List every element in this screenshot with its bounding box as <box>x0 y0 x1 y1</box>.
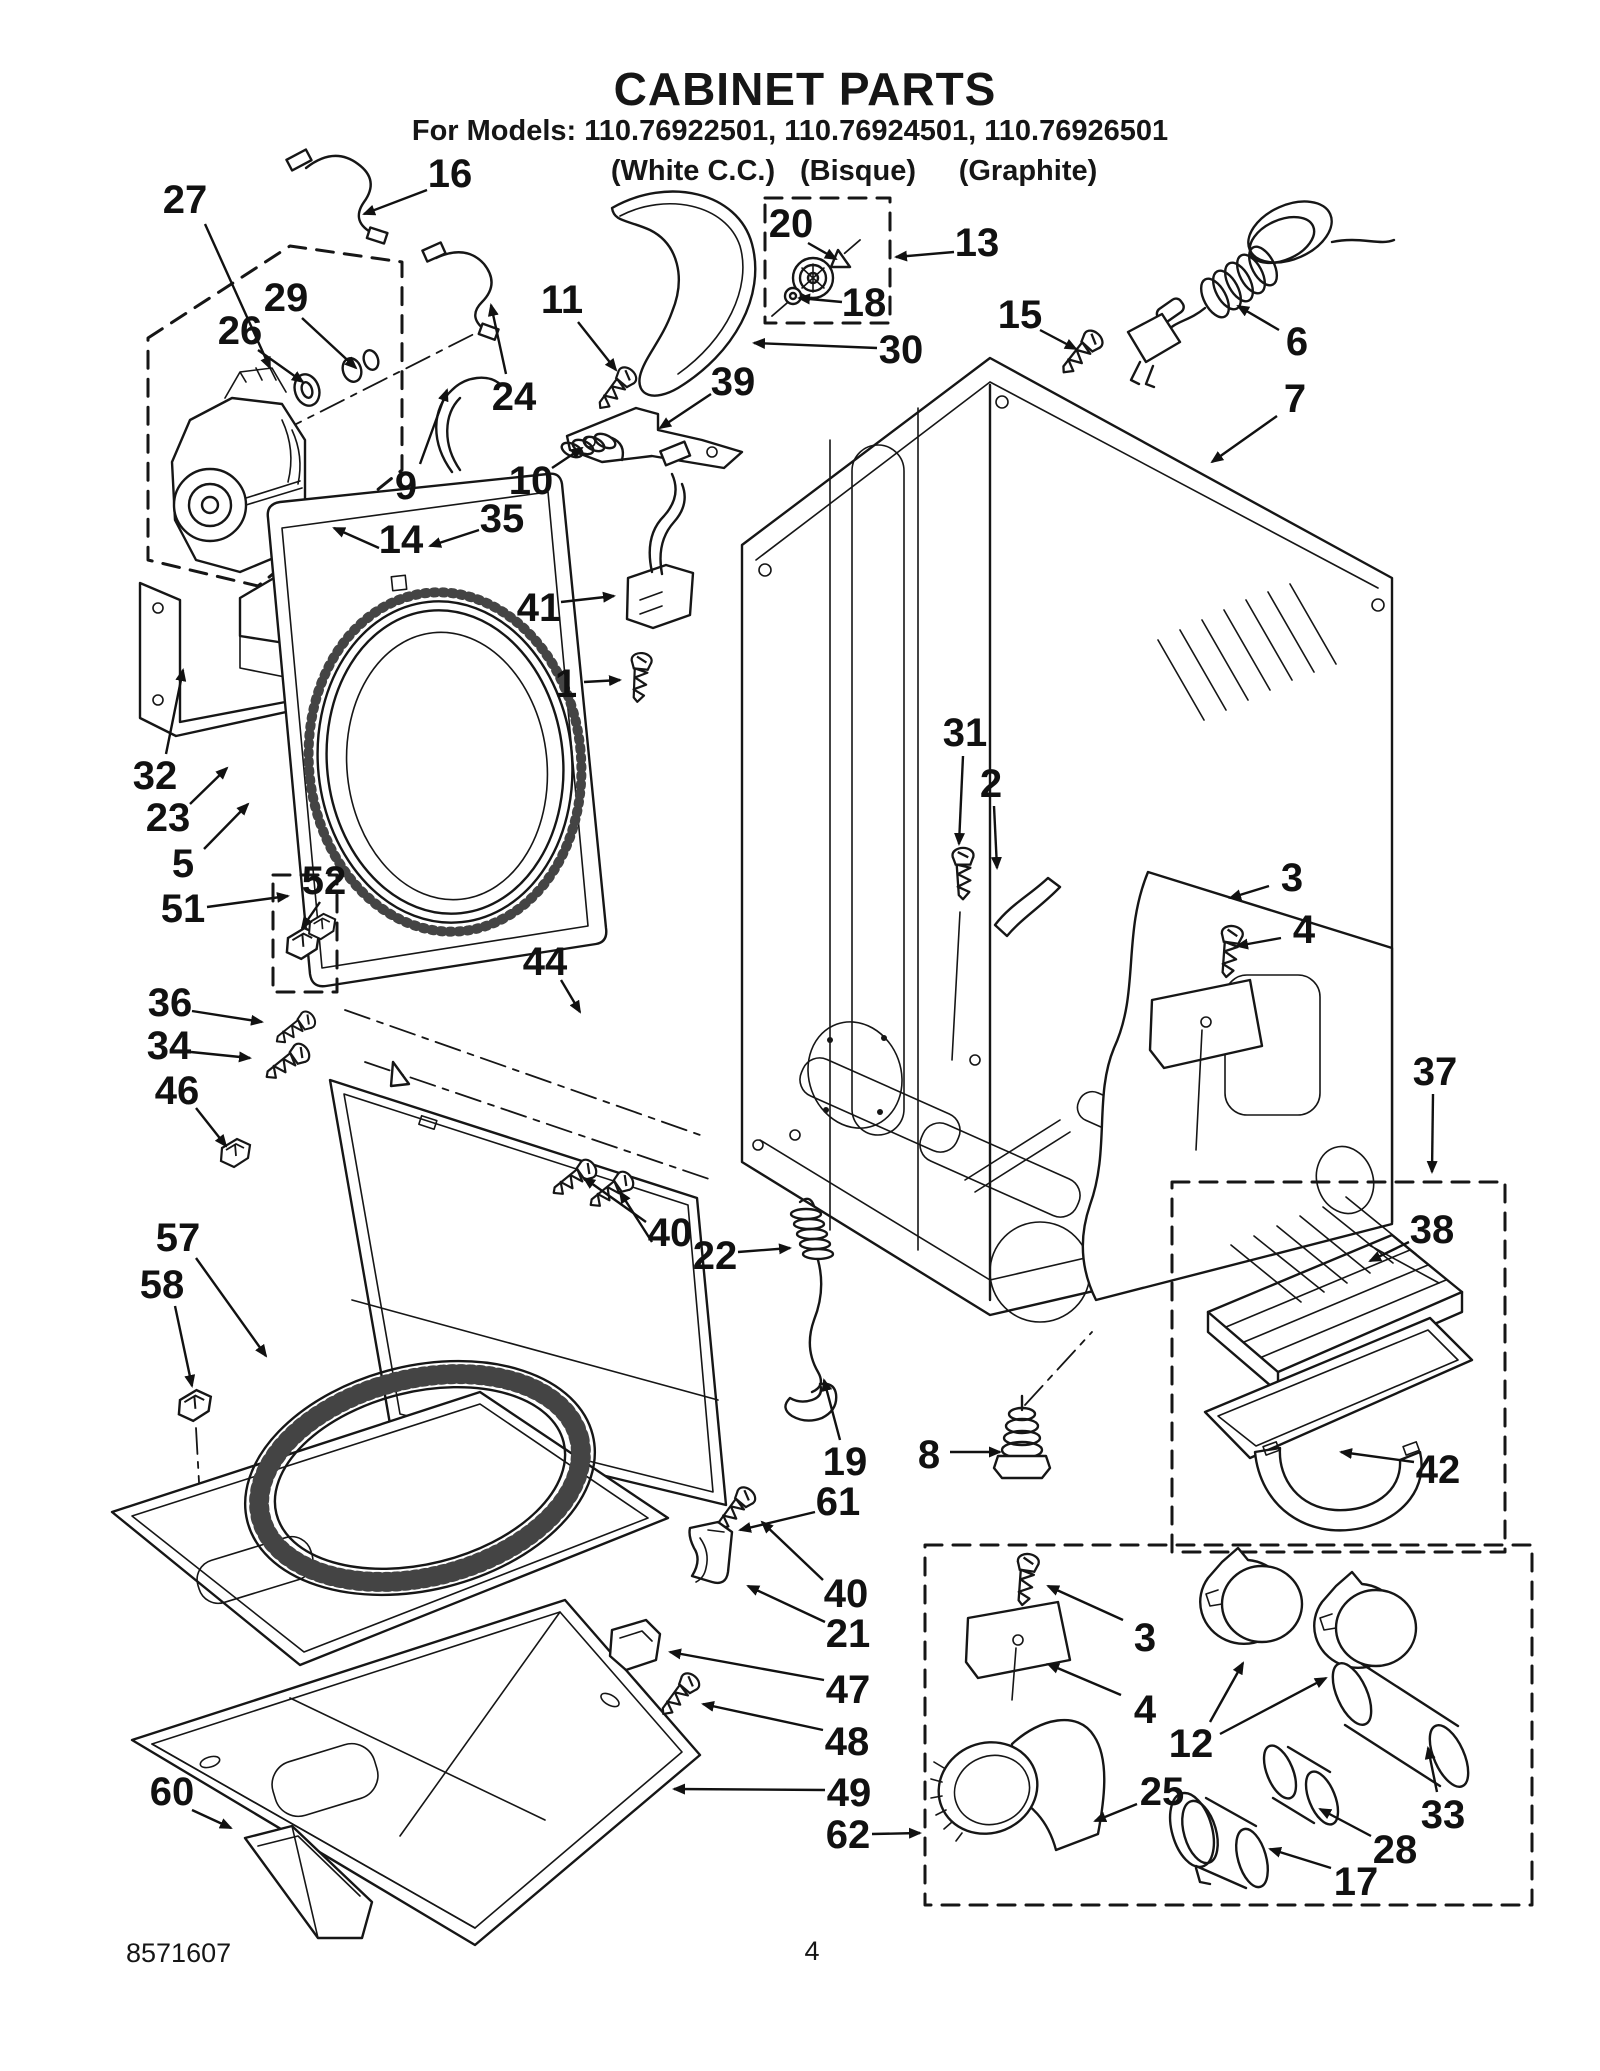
callout-arrow <box>191 1052 250 1058</box>
door-spring-drawing <box>791 1199 833 1392</box>
callout-29-8 <box>264 276 356 368</box>
callout-12-51 <box>1169 1663 1326 1766</box>
callout-15-5 <box>998 293 1076 349</box>
callout-58-37 <box>140 1263 192 1386</box>
callout-number: 60 <box>149 1770 195 1814</box>
callout-arrow <box>748 1586 825 1622</box>
callout-number: 5 <box>171 842 195 886</box>
callout-number: 26 <box>217 309 263 353</box>
callout-number: 34 <box>146 1024 192 1068</box>
callout-number: 27 <box>162 178 208 222</box>
callout-number: 21 <box>825 1612 871 1656</box>
callout-number: 25 <box>1139 1770 1185 1814</box>
callout-arrow <box>1048 1664 1121 1695</box>
callout-number: 32 <box>132 754 178 798</box>
callout-number: 24 <box>491 375 537 419</box>
callout-number: 20 <box>768 202 814 246</box>
callout-arrow <box>1432 1094 1433 1172</box>
callout-number: 3 <box>1133 1616 1157 1660</box>
callout-arrow <box>1210 1663 1243 1722</box>
callout-arrow <box>754 343 877 348</box>
callout-number: 6 <box>1285 320 1309 364</box>
callout-arrow <box>190 768 227 804</box>
vent-clamp-drawing <box>1200 1548 1302 1644</box>
callout-number: 3 <box>1280 856 1304 900</box>
callout-number: 23 <box>145 796 191 840</box>
callout-arrow <box>799 298 842 302</box>
callout-arrow <box>192 1810 231 1828</box>
spring-clip-drawing <box>785 1384 836 1421</box>
callout-arrow <box>192 1011 262 1022</box>
callout-16-1 <box>364 152 472 214</box>
callout-number: 13 <box>954 221 1000 265</box>
callout-arrow <box>207 896 288 907</box>
callout-arrow <box>1270 1849 1331 1868</box>
callout-number: 58 <box>139 1263 185 1307</box>
callout-number: 9 <box>394 464 418 508</box>
callout-17-55 <box>1270 1849 1378 1904</box>
callout-number: 46 <box>154 1069 200 1113</box>
page-number: 4 <box>804 1936 820 1966</box>
ground-strap-drawing <box>995 878 1060 936</box>
callout-number: 49 <box>826 1771 872 1815</box>
callout-number: 16 <box>427 152 473 196</box>
callout-number: 17 <box>1333 1860 1379 1904</box>
callout-22-39 <box>693 1234 790 1278</box>
callout-arrow <box>994 806 997 868</box>
vent-elbow-drawing <box>925 1720 1104 1850</box>
callout-arrow <box>959 756 963 844</box>
callout-8-41 <box>918 1433 1000 1477</box>
callout-arrow <box>578 322 616 370</box>
callout-arrow <box>258 350 303 382</box>
callout-11-2 <box>541 278 616 370</box>
callout-37-33 <box>1413 1050 1458 1172</box>
callout-49-47 <box>674 1771 871 1815</box>
cabinet-shell-drawing <box>742 358 1392 1322</box>
callout-number: 29 <box>263 276 309 320</box>
callout-number: 52 <box>301 859 347 903</box>
page-title: CABINET PARTS <box>613 63 997 115</box>
callout-number: 4 <box>1133 1688 1157 1732</box>
callout-number: 11 <box>540 278 584 322</box>
callout-arrow <box>302 318 356 368</box>
callout-number: 33 <box>1420 1793 1466 1837</box>
callout-number: 7 <box>1283 377 1307 421</box>
models-line: For Models: 110.76922501, 110.76924501, 110.76926501 <box>411 115 1169 147</box>
callout-number: 4 <box>1292 908 1316 952</box>
callout-arrow <box>1230 886 1269 898</box>
callout-number: 48 <box>824 1720 870 1764</box>
power-cord-drawing <box>1056 189 1394 387</box>
callout-number: 41 <box>516 586 562 630</box>
callout-arrow <box>196 1258 266 1356</box>
thermal-fuse-drawing <box>627 565 693 628</box>
callout-3-27 <box>1230 856 1303 900</box>
callout-36-30 <box>148 981 262 1025</box>
callout-number: 57 <box>155 1216 201 1260</box>
callout-number: 28 <box>1372 1828 1418 1872</box>
callout-number: 62 <box>825 1813 871 1857</box>
callout-number: 22 <box>692 1234 738 1278</box>
callout-arrow <box>660 394 711 428</box>
vent-clamp-drawing <box>1314 1572 1416 1668</box>
callout-number: 15 <box>997 293 1043 337</box>
callout-39-13 <box>660 360 755 428</box>
callout-arrow <box>1040 330 1076 349</box>
callout-number: 30 <box>878 328 924 372</box>
callout-arrow <box>1212 416 1277 462</box>
callout-number: 37 <box>1412 1050 1458 1094</box>
callout-number: 38 <box>1409 1208 1455 1252</box>
callout-number: 36 <box>147 981 193 1025</box>
callout-arrow <box>561 980 580 1012</box>
callout-arrow <box>703 1704 823 1730</box>
callout-51-24 <box>161 887 288 931</box>
callout-6-6 <box>1238 306 1308 364</box>
callout-number: 40 <box>823 1572 869 1616</box>
callout-number: 2 <box>979 762 1003 806</box>
callout-24-10 <box>491 305 537 419</box>
callout-arrow <box>896 252 954 257</box>
callout-arrow <box>872 1833 920 1834</box>
callout-arrow <box>420 390 447 464</box>
callout-arrow <box>364 190 427 214</box>
callout-number: 51 <box>160 887 206 931</box>
callout-arrow <box>1220 1678 1326 1734</box>
callout-arrow <box>674 1789 825 1790</box>
callout-arrow <box>175 1306 192 1386</box>
panel-clip-drawing <box>610 1620 660 1670</box>
callout-arrow <box>1341 1452 1414 1462</box>
callout-arrow <box>762 1522 823 1580</box>
callout-30-12 <box>754 328 923 372</box>
callout-20-3 <box>769 202 836 259</box>
callout-34-31 <box>147 1024 250 1068</box>
callout-number: 19 <box>822 1440 868 1484</box>
callout-number: 1 <box>554 662 578 706</box>
callout-1-19 <box>555 662 620 706</box>
callout-arrow <box>584 680 620 682</box>
callout-number: 61 <box>815 1480 861 1524</box>
callout-number: 35 <box>479 497 525 541</box>
leveler-foot-drawing <box>994 1332 1092 1478</box>
callout-13-4 <box>896 221 999 265</box>
callout-number: 10 <box>508 459 554 503</box>
callout-47-45 <box>670 1652 870 1712</box>
callout-7-7 <box>1212 377 1306 462</box>
callout-40-43 <box>762 1522 868 1616</box>
callout-arrow <box>196 1108 226 1146</box>
callout-number: 12 <box>1168 1722 1214 1766</box>
callout-25-52 <box>1095 1770 1184 1821</box>
finish-label-1: (Bisque) <box>800 155 916 187</box>
callout-48-46 <box>703 1704 869 1764</box>
document-number: 8571607 <box>126 1938 232 1968</box>
callout-arrow <box>738 1248 790 1252</box>
callout-arrow <box>740 1512 815 1530</box>
callout-number: 40 <box>647 1211 693 1255</box>
callout-number: 39 <box>710 360 756 404</box>
callout-number: 47 <box>825 1668 871 1712</box>
finish-label-2: (Graphite) <box>958 155 1098 187</box>
callout-number: 18 <box>841 281 887 325</box>
callout-number: 31 <box>942 711 988 755</box>
callout-62-48 <box>826 1813 920 1857</box>
callout-44-29 <box>523 940 580 1012</box>
callout-arrow <box>204 804 248 849</box>
callout-number: 44 <box>522 940 568 984</box>
callout-number: 42 <box>1415 1448 1461 1492</box>
callout-10-15 <box>509 448 582 503</box>
callout-61-42 <box>740 1480 860 1530</box>
callout-arrow <box>1238 306 1279 330</box>
callout-number: 8 <box>917 1433 941 1477</box>
vent-kit-box-drawing <box>925 1545 1532 1905</box>
finish-label-0: (White C.C.) <box>610 155 776 187</box>
vent-pipe-drawing <box>1325 1658 1476 1792</box>
callout-number: 14 <box>378 518 424 562</box>
callout-46-32 <box>155 1069 226 1146</box>
